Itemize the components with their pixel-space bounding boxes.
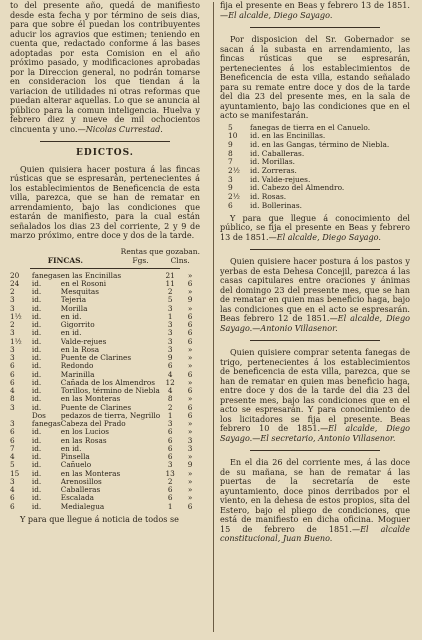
finca-row	[10, 354, 200, 362]
renta-fanegas: 11	[165, 279, 175, 288]
finca-name: en las Encinillas	[60, 271, 122, 280]
finca-name: pedazos de tierra, Negrillo	[60, 411, 161, 420]
finca-quantity: 1½	[10, 312, 22, 321]
finca-quantity: 6	[10, 494, 15, 503]
finca-quantity: 8	[10, 395, 15, 404]
list-item-quantity: 10	[228, 132, 238, 141]
finca-quantity: 3	[10, 403, 15, 412]
finca-name: Escalada	[60, 494, 94, 503]
finca-name: Cañada de los Almendros	[60, 378, 156, 387]
finca-quantity: 6	[10, 428, 15, 437]
finca-row	[10, 371, 200, 379]
finca-unit: id.	[31, 370, 42, 379]
finca-unit: id.	[31, 288, 42, 296]
finca-unit: id.	[31, 469, 42, 478]
divider-rule	[250, 249, 380, 250]
finca-quantity: 4	[10, 486, 15, 494]
finca-quantity: 6	[10, 370, 15, 379]
notice-5-signature: —El alcalde, Diego Sayago.—El secretario, Antonio Villasenor.	[220, 423, 411, 443]
finca-quantity: 3	[10, 329, 15, 338]
renta-fanegas: 1	[167, 502, 173, 511]
list-item-quantity: 2½	[228, 193, 240, 202]
divider-rule	[250, 450, 380, 451]
renta-celemines: 6	[187, 502, 193, 511]
list-item-text: id. Morillas.	[250, 158, 295, 167]
tax-notice-signature: Nicolas Currestad.	[85, 123, 163, 134]
edicto-closing-text: Y para que llegue á noticia de todos se	[20, 513, 179, 524]
renta-fanegas: 6	[167, 494, 173, 503]
finca-unit: id.	[31, 502, 42, 511]
finca-unit: id.	[31, 494, 42, 503]
finca-quantity: 6	[10, 362, 15, 371]
renta-fanegas: 2	[167, 403, 173, 412]
list-item-text: id. Bollerinas.	[250, 201, 302, 210]
finca-name: en id.	[60, 312, 82, 321]
renta-celemines: »	[187, 420, 193, 428]
tax-notice-text: to del presente año, quedá de manifiesto desde esta fecha y por término de seis dias, para que sobre él puedan los contribuyentes aducir los agravios que estimen; teniendo en cuenta que, redactado conforme á las bases adoptadas por esta Comision en el año próximo pasado, y modificaciones aprobadas por la Direccion general, no podrán tomarse en consideracion los que tiendan á la variacion de utilidades ni otras reformas que puedan alterar aquellas. Lo que se anuncia al público para la comun inteligencia. Huelva y febrero diez y nueve de mil ochocientos cincuenta y uno.—Nicolas Currestad.	[10, 0, 200, 134]
finca-row	[10, 486, 200, 494]
finca-row	[10, 338, 200, 346]
edicto-intro-text: Quien quisiera hacer postura á las fincas rústicas que se espresarán, pertenecientes á los establecimientos de Beneficencia de esta villa, parezca, que se han de rematar en arrendamiento, bajo las condiciones que estarán de manifiesto, para la cual están señalados los dias 23 del corriente, 2 y 9 de marzo próximo, entre doce y dos de la tarde.	[10, 163, 200, 240]
finca-unit: id.	[31, 428, 42, 437]
list-item-quantity: 9	[228, 140, 233, 149]
renta-fanegas: 8	[167, 395, 173, 404]
finca-name: en id.	[60, 329, 82, 338]
divider-rule	[250, 340, 380, 341]
finca-name: Cabeza del Prado	[60, 420, 126, 428]
finca-quantity: 3	[10, 477, 15, 486]
renta-celemines: »	[187, 469, 193, 478]
renta-celemines: 6	[187, 329, 193, 338]
finca-row	[10, 420, 200, 428]
finca-name: en los Lucios	[60, 428, 109, 437]
renta-fanegas: 3	[167, 337, 173, 346]
list-item	[228, 150, 418, 159]
right-fincas-list	[228, 124, 418, 211]
finca-unit: id.	[31, 461, 42, 470]
finca-quantity: 3	[10, 354, 15, 362]
renta-fanegas: 3	[167, 345, 173, 354]
notice-1-text: fija el presente en Beas y febrero 13 de 1851.—El alcalde, Diego Sayago.	[220, 0, 410, 20]
renta-celemines: 6	[187, 411, 193, 420]
finca-name: en id.	[60, 444, 82, 453]
finca-unit: fanegas	[31, 271, 61, 280]
renta-celemines: 6	[187, 387, 193, 395]
renta-celemines: 9	[187, 461, 193, 470]
list-item-quantity: 3	[228, 175, 233, 184]
divider-rule	[250, 27, 380, 28]
list-item	[228, 176, 418, 185]
list-item-quantity: 2½	[228, 167, 240, 176]
finca-unit: id.	[31, 444, 42, 453]
renta-fanegas: 6	[167, 486, 173, 494]
finca-row	[10, 453, 200, 461]
finca-unit: id.	[31, 436, 42, 445]
finca-row	[10, 305, 200, 313]
finca-row	[10, 313, 200, 321]
finca-quantity: 2	[10, 288, 15, 296]
finca-name: Redondo	[60, 362, 94, 371]
renta-celemines: »	[187, 395, 193, 404]
finca-unit: id.	[31, 304, 42, 313]
finca-row	[10, 321, 200, 329]
finca-quantity: 3	[10, 304, 15, 313]
divider-rule	[40, 141, 170, 142]
list-item	[228, 167, 418, 176]
list-item	[228, 141, 418, 150]
renta-celemines: »	[187, 378, 193, 387]
list-item	[228, 158, 418, 167]
fincas-table-header	[10, 247, 200, 265]
finca-quantity: 7	[10, 444, 15, 453]
fincas-heading: FINCAS.	[47, 255, 83, 265]
finca-row	[10, 404, 200, 412]
renta-celemines: »	[187, 477, 193, 486]
finca-row	[10, 494, 200, 502]
finca-row	[10, 461, 200, 469]
renta-celemines: 6	[187, 403, 193, 412]
finca-row	[10, 470, 200, 478]
edictos-heading: EDICTOS.	[76, 148, 134, 158]
list-item-text: id. en las Gangas, término de Niebla.	[250, 140, 390, 149]
finca-quantity: 2	[10, 321, 15, 329]
finca-unit: id.	[31, 312, 42, 321]
finca-name: Gigorrito	[60, 321, 95, 329]
finca-unit: id.	[31, 354, 42, 362]
renta-celemines: »	[187, 354, 193, 362]
finca-row	[10, 395, 200, 403]
finca-quantity: 4	[10, 387, 15, 395]
finca-unit: id.	[31, 395, 42, 404]
finca-row	[10, 296, 200, 304]
finca-unit: fanegas	[31, 420, 61, 428]
finca-unit: id.	[31, 486, 42, 494]
finca-quantity: 15	[10, 469, 20, 478]
finca-unit: id.	[31, 329, 42, 338]
renta-celemines: »	[187, 453, 193, 461]
finca-row	[10, 387, 200, 395]
finca-quantity: 4	[10, 453, 15, 461]
renta-fanegas: 12	[165, 378, 175, 387]
list-item-text: id. Cabezo del Almendro.	[250, 184, 345, 193]
renta-fanegas: 1	[167, 312, 173, 321]
finca-name: en el Rosoni	[60, 279, 107, 288]
list-item	[228, 132, 418, 141]
renta-fanegas: 3	[167, 329, 173, 338]
renta-fanegas: 3	[167, 420, 173, 428]
renta-fanegas: 1	[167, 411, 173, 420]
renta-fanegas: 6	[167, 453, 173, 461]
list-item-text: fanegas de tierra en el Canuelo.	[250, 123, 371, 132]
list-item	[228, 184, 418, 193]
renta-fanegas: 6	[167, 436, 173, 445]
renta-celemines: »	[187, 494, 193, 503]
finca-row	[10, 437, 200, 445]
renta-fanegas: 21	[165, 271, 175, 280]
renta-fanegas: 4	[167, 387, 173, 395]
finca-name: en la Rosa	[60, 345, 100, 354]
finca-quantity: 3	[10, 420, 15, 428]
finca-unit: id.	[31, 477, 42, 486]
notice-1-signature: —El alcalde, Diego Sayago.	[220, 9, 333, 20]
finca-unit: id.	[31, 403, 42, 412]
renta-celemines: »	[187, 345, 193, 354]
finca-name: Mesquitas	[60, 288, 100, 296]
finca-quantity: 6	[10, 436, 15, 445]
list-item	[228, 124, 418, 133]
finca-row	[10, 379, 200, 387]
renta-fanegas: 4	[167, 370, 173, 379]
finca-row	[10, 362, 200, 370]
finca-row	[10, 428, 200, 436]
notice-6-text: En el dia 26 del corriente mes, á las doce de su mañana, se han de rematar á las puertas de la secretaría de este ayuntamiento, doce pinos derribados por el viento, en la dehesa de estos propios, sita del Estero, bajo el pliego de condiciones, que está de manifiesto en dicha oficina. Moguer 15 de febrero de 1851.—El alcalde constitucional, Juan Bueno.	[220, 457, 410, 544]
renta-celemines: 9	[187, 296, 193, 305]
list-item-quantity: 7	[228, 158, 233, 167]
renta-fanegas: 5	[167, 296, 173, 305]
finca-unit: id.	[31, 387, 42, 395]
right-column	[220, 0, 410, 544]
list-item-quantity: 9	[228, 184, 233, 193]
renta-celemines: »	[187, 271, 193, 280]
finca-quantity: 6	[10, 378, 15, 387]
finca-name: Medialegua	[60, 502, 105, 511]
finca-quantity: 24	[10, 279, 20, 288]
renta-fanegas: 6	[167, 444, 173, 453]
clns-heading: Clns.	[170, 255, 190, 265]
finca-unit: id.	[31, 337, 42, 346]
finca-row	[10, 478, 200, 486]
finca-quantity: 1½	[10, 337, 22, 346]
list-item-text: id. Zorreras.	[250, 167, 297, 176]
list-item-text: id. Rosas.	[250, 193, 287, 202]
finca-name: Puente de Clarines	[60, 354, 132, 362]
renta-celemines: »	[187, 486, 193, 494]
finca-quantity: 20	[10, 271, 20, 280]
renta-celemines: »	[187, 304, 193, 313]
column-divider	[213, 2, 214, 632]
renta-fanegas: 6	[167, 428, 173, 437]
renta-fanegas: 2	[167, 477, 173, 486]
finca-row	[10, 329, 200, 337]
notice-5-text: Quien quisiere comprar setenta fanegas de trigo, pertenecientes á los establecimientos de beneficencia de esta villa, parezca, que se han de rematar en quien mas beneficio haga, entre doce y dos de la tarde del dia 23 del presente mes, bajo las condiciones que en el acto se espresarán. Y para conocimiento de los licitadores se fija el presente. Beas febrero 10 de 1851.—El alcalde, Diego Sayago.—El secretario, Antonio Villasenor.	[220, 347, 411, 443]
fincas-table	[10, 272, 200, 511]
notice-4-text: Quien quisiere hacer postura á los pastos y yerbas de esta Dehesa Concejil, parezca á las casas capitulares entre oraciones y ánimas del domingo 23 del presente mes, que se han de rematar en quien mas beneficio haga, bajo las condiciones que en el acto se espresarán. Beas febrero 12 de 1851.—El alcalde, Diego Sayago.—Antonio Villasenor.	[220, 256, 410, 333]
renta-fanegas: 6	[167, 362, 173, 371]
finca-row	[10, 503, 200, 511]
renta-celemines: »	[187, 428, 193, 437]
finca-name: Arenosillos	[60, 477, 102, 486]
finca-name: Puente de Clarines	[60, 403, 132, 412]
list-item	[228, 193, 418, 202]
notice-4-signature: —El alcalde, Diego Sayago.—Antonio Villasenor.	[220, 313, 410, 333]
renta-celemines: 6	[187, 279, 193, 288]
finca-name: Cañuelo	[60, 461, 92, 470]
table-rule	[30, 268, 180, 269]
finca-quantity	[10, 412, 32, 420]
list-item-quantity: 6	[228, 201, 233, 210]
notice-6-signature: —El alcalde constitucional, Juan Bueno.	[220, 523, 410, 544]
list-item-text: id. Caballeras.	[250, 149, 305, 158]
rentas-heading: Rentas que gozaban.	[120, 246, 200, 256]
renta-celemines: 6	[187, 312, 193, 321]
list-item-quantity: 8	[228, 149, 233, 158]
renta-celemines: 6	[187, 370, 193, 379]
finca-unit: Dos	[31, 411, 46, 420]
notice-2-text: Por disposicion del Sr. Gobernador se sacan á la subasta en arrendamiento, las fincas rústicas que se espresarán, pertenecientes á los establecimientos de Beneficencia de esta villa, estando señalado para su remate entre doce y dos de la tarde del dia 23 del presente mes, en la sala de ayuntamiento, bajo las condiciones que en el acto se manifestarán.	[220, 34, 410, 120]
renta-fanegas: 3	[167, 304, 173, 313]
finca-row	[10, 280, 200, 288]
finca-row	[10, 346, 200, 354]
list-item-quantity: 5	[228, 123, 233, 132]
finca-name: Caballeras	[60, 486, 101, 494]
renta-fanegas: 3	[167, 461, 173, 470]
finca-unit: id.	[31, 362, 42, 371]
finca-name: Marinilla	[60, 370, 95, 379]
finca-name: en las Monteras	[60, 469, 121, 478]
finca-name: Morilla	[60, 304, 88, 313]
finca-name: en las Monteras	[60, 395, 121, 404]
renta-celemines: 3	[187, 436, 193, 445]
renta-celemines: »	[187, 288, 193, 296]
renta-celemines: 6	[187, 337, 193, 346]
finca-unit: id.	[31, 321, 42, 329]
left-column	[10, 0, 200, 524]
finca-name: Tejeria	[60, 296, 87, 305]
finca-row	[10, 288, 200, 296]
finca-name: Pinsella	[60, 453, 90, 461]
renta-fanegas: 13	[165, 469, 175, 478]
renta-celemines: »	[187, 362, 193, 371]
renta-celemines: 6	[187, 321, 193, 329]
finca-name: en las Rosas	[60, 436, 107, 445]
notice-3-text: Y para que llegue á conocimiento del público, se fija el presente en Beas y febrero 13 de 1851.—El alcalde, Diego Sayago.	[220, 212, 410, 242]
finca-name: Torillos, término de Niebla	[60, 387, 160, 395]
list-item	[228, 202, 418, 211]
finca-row	[10, 445, 200, 453]
finca-unit: id.	[31, 279, 42, 288]
renta-fanegas: 2	[167, 288, 173, 296]
finca-unit: id.	[31, 345, 42, 354]
finca-quantity: 3	[10, 345, 15, 354]
renta-fanegas: 3	[167, 321, 173, 329]
finca-unit: id.	[31, 453, 42, 461]
finca-unit: id.	[31, 378, 42, 387]
finca-unit: id.	[31, 296, 42, 305]
notice-3-signature: —El alcalde, Diego Sayago.	[268, 231, 381, 242]
list-item-text: id. Valde-rejues.	[250, 175, 311, 184]
finca-quantity: 3	[10, 296, 15, 305]
finca-name: Valde-rejues	[60, 337, 107, 346]
fgs-heading: Fgs.	[132, 255, 149, 265]
finca-quantity: 6	[10, 502, 15, 511]
renta-fanegas: 9	[167, 354, 173, 362]
finca-row	[10, 272, 200, 280]
finca-quantity: 5	[10, 461, 15, 470]
renta-celemines: 3	[187, 444, 193, 453]
list-item-text: id. en las Encinillas.	[250, 132, 326, 141]
finca-row	[10, 412, 200, 420]
